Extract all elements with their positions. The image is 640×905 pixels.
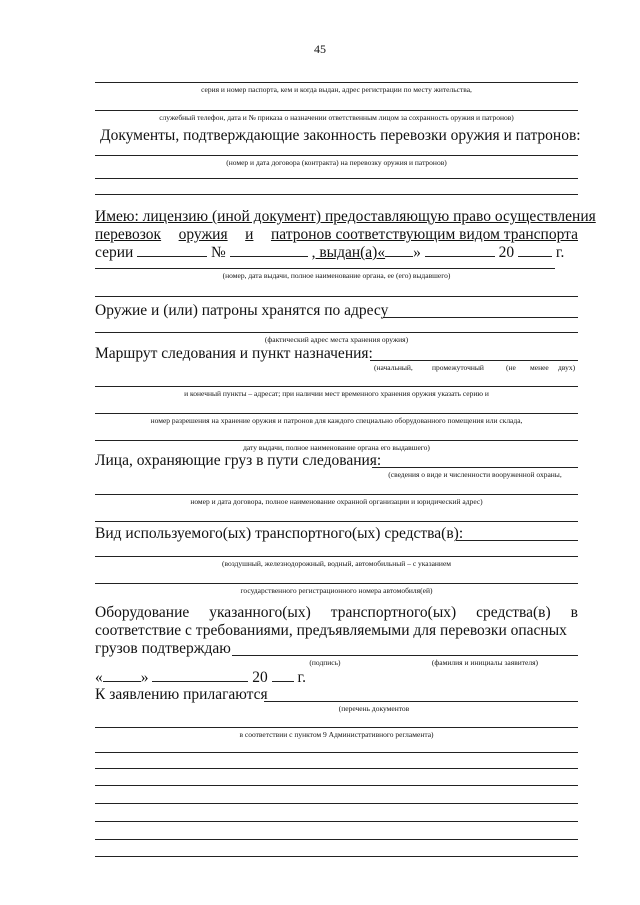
transport-line-3[interactable] bbox=[95, 583, 578, 584]
transport-type-caption: (воздушный, железнодорожный, водный, автомобильный – с указанием bbox=[221, 559, 452, 568]
phone-caption: служебный телефон, дата и № приказа о назначении ответственным лицом за сохранность оружия и патронов) bbox=[159, 113, 514, 122]
passport-caption: серия и номер паспорта, кем и когда выдан, адрес регистрации по месту жительства, bbox=[201, 85, 472, 94]
license-word-3: и bbox=[245, 226, 254, 243]
attach-line-7[interactable] bbox=[95, 821, 578, 822]
year-field[interactable] bbox=[518, 243, 552, 257]
docs-list-caption: (перечень документов bbox=[338, 704, 410, 713]
license-line-2 bbox=[95, 226, 578, 243]
route-cap-two: двух) bbox=[558, 363, 576, 372]
issued-month-field[interactable] bbox=[425, 243, 495, 257]
route-cap-less: менее bbox=[530, 363, 549, 372]
docs-heading: Документы, подтверждающие законность перевозки оружия и патронов: bbox=[100, 127, 581, 144]
guards-label: Лица, охраняющие груз в пути следования: bbox=[95, 452, 382, 469]
date-day-field[interactable] bbox=[103, 668, 141, 682]
route-cap-mid: промежуточный bbox=[432, 363, 484, 372]
docs-regulation-caption: в соответствии с пунктом 9 Административного регламента) bbox=[239, 730, 434, 739]
passport-line[interactable] bbox=[95, 82, 578, 83]
number-field[interactable] bbox=[230, 243, 308, 257]
route-cap-not: (не bbox=[506, 363, 516, 372]
license-issuer-line[interactable] bbox=[95, 268, 555, 269]
equip-word-3: транспортного(ых) bbox=[330, 604, 457, 621]
issued-label: , выдан(а)« bbox=[311, 244, 386, 261]
attach-line-5[interactable] bbox=[95, 785, 578, 786]
route-line-2[interactable] bbox=[95, 386, 578, 387]
attach-line-3[interactable] bbox=[95, 752, 578, 753]
equip-word-1: Оборудование bbox=[95, 604, 190, 621]
date-year-suffix: г. bbox=[297, 669, 306, 686]
license-series-row bbox=[95, 243, 564, 261]
equip-word-2: указанного(ых) bbox=[209, 604, 311, 621]
phone-line[interactable] bbox=[95, 110, 578, 111]
date-month-field[interactable] bbox=[152, 668, 248, 682]
guards-line-2[interactable] bbox=[95, 494, 578, 495]
storage-line-2[interactable] bbox=[95, 332, 578, 333]
docs-line-3[interactable] bbox=[95, 194, 578, 195]
transport-label: Вид используемого(ых) транспортного(ых) средства(в): bbox=[95, 525, 464, 542]
equip-line-3: грузов подтверждаю bbox=[95, 640, 231, 657]
route-line-3[interactable] bbox=[95, 413, 578, 414]
attach-line-8[interactable] bbox=[95, 839, 578, 840]
attach-line-9[interactable] bbox=[95, 856, 578, 857]
license-issuer-caption: (номер, дата выдачи, полное наименование органа, ее (его) выдавшего) bbox=[222, 271, 451, 280]
route-start-field[interactable] bbox=[370, 360, 578, 361]
attach-line-6[interactable] bbox=[95, 803, 578, 804]
date-close: » bbox=[140, 669, 149, 686]
equip-line-2: соответствие с требованиями, предъявляемыми для перевозки опасных bbox=[95, 622, 567, 639]
equip-line-1 bbox=[95, 604, 578, 621]
year-suffix: г. bbox=[555, 244, 565, 261]
attach-label: К заявлению прилагаются bbox=[95, 686, 268, 703]
guards-contract-caption: номер и дата договора, полное наименование охранной организации и юридический адрес) bbox=[190, 497, 483, 506]
license-word-4: патронов соответствующим видом транспорта bbox=[270, 226, 578, 243]
permit-number-caption: номер разрешения на хранение оружия и патронов для каждого специально оборудованного помещения или склада, bbox=[150, 416, 523, 425]
equip-word-5: в bbox=[570, 604, 578, 621]
storage-label: Оружие и (или) патроны хранятся по адресу bbox=[95, 302, 389, 319]
guards-line-3[interactable] bbox=[95, 521, 578, 522]
transport-reg-caption: государственного регистрационного номера автомобиля(ей) bbox=[240, 586, 433, 595]
series-label: серии bbox=[95, 244, 134, 261]
guards-caption: (сведения о виде и численности вооруженной охраны, bbox=[388, 470, 562, 479]
storage-address-field[interactable] bbox=[383, 317, 578, 318]
year-prefix: 20 bbox=[498, 244, 515, 261]
guards-field[interactable] bbox=[372, 467, 578, 468]
equip-word-4: средства(в) bbox=[476, 604, 551, 621]
transport-field[interactable] bbox=[456, 540, 578, 541]
license-word-2: оружия bbox=[178, 226, 228, 243]
license-extra-line[interactable] bbox=[95, 296, 578, 297]
route-end-caption: и конечный пункты – адресат; при наличии мест временного хранения оружия указать серию и bbox=[184, 389, 489, 398]
route-line-4[interactable] bbox=[95, 440, 578, 441]
permit-issuer-caption: дату выдачи, полное наименование органа его выдавшего) bbox=[243, 443, 430, 452]
license-word-1: перевозок bbox=[95, 226, 162, 243]
issued-day-field[interactable] bbox=[385, 243, 413, 257]
contract-caption: (номер и дата договора (контракта) на перевозку оружия и патронов) bbox=[226, 158, 447, 167]
date-year-prefix: 20 bbox=[252, 669, 268, 686]
date-year-field[interactable] bbox=[272, 668, 294, 682]
route-label: Маршрут следования и пункт назначения: bbox=[95, 345, 373, 362]
signature-field[interactable] bbox=[232, 655, 578, 656]
applicant-name-caption: (фамилия и инициалы заявителя) bbox=[431, 658, 539, 667]
page-number: 45 bbox=[314, 42, 326, 56]
license-line-1: Имею: лицензию (иной документ) предоставляющую право осуществления bbox=[95, 208, 596, 225]
route-cap-start: (начальный, bbox=[374, 363, 413, 372]
contract-line[interactable] bbox=[95, 155, 578, 156]
attach-field[interactable] bbox=[264, 701, 578, 702]
docs-line-2[interactable] bbox=[95, 178, 578, 179]
attach-line-4[interactable] bbox=[95, 768, 578, 769]
issued-close: » bbox=[413, 244, 421, 261]
date-open: « bbox=[95, 669, 103, 686]
signature-caption: (подпись) bbox=[309, 658, 341, 667]
storage-caption: (фактический адрес места хранения оружия) bbox=[264, 335, 409, 344]
number-label: № bbox=[211, 244, 226, 261]
attach-line-2[interactable] bbox=[95, 727, 578, 728]
series-field[interactable] bbox=[137, 243, 207, 257]
transport-line-2[interactable] bbox=[95, 556, 578, 557]
date-row bbox=[95, 668, 306, 686]
